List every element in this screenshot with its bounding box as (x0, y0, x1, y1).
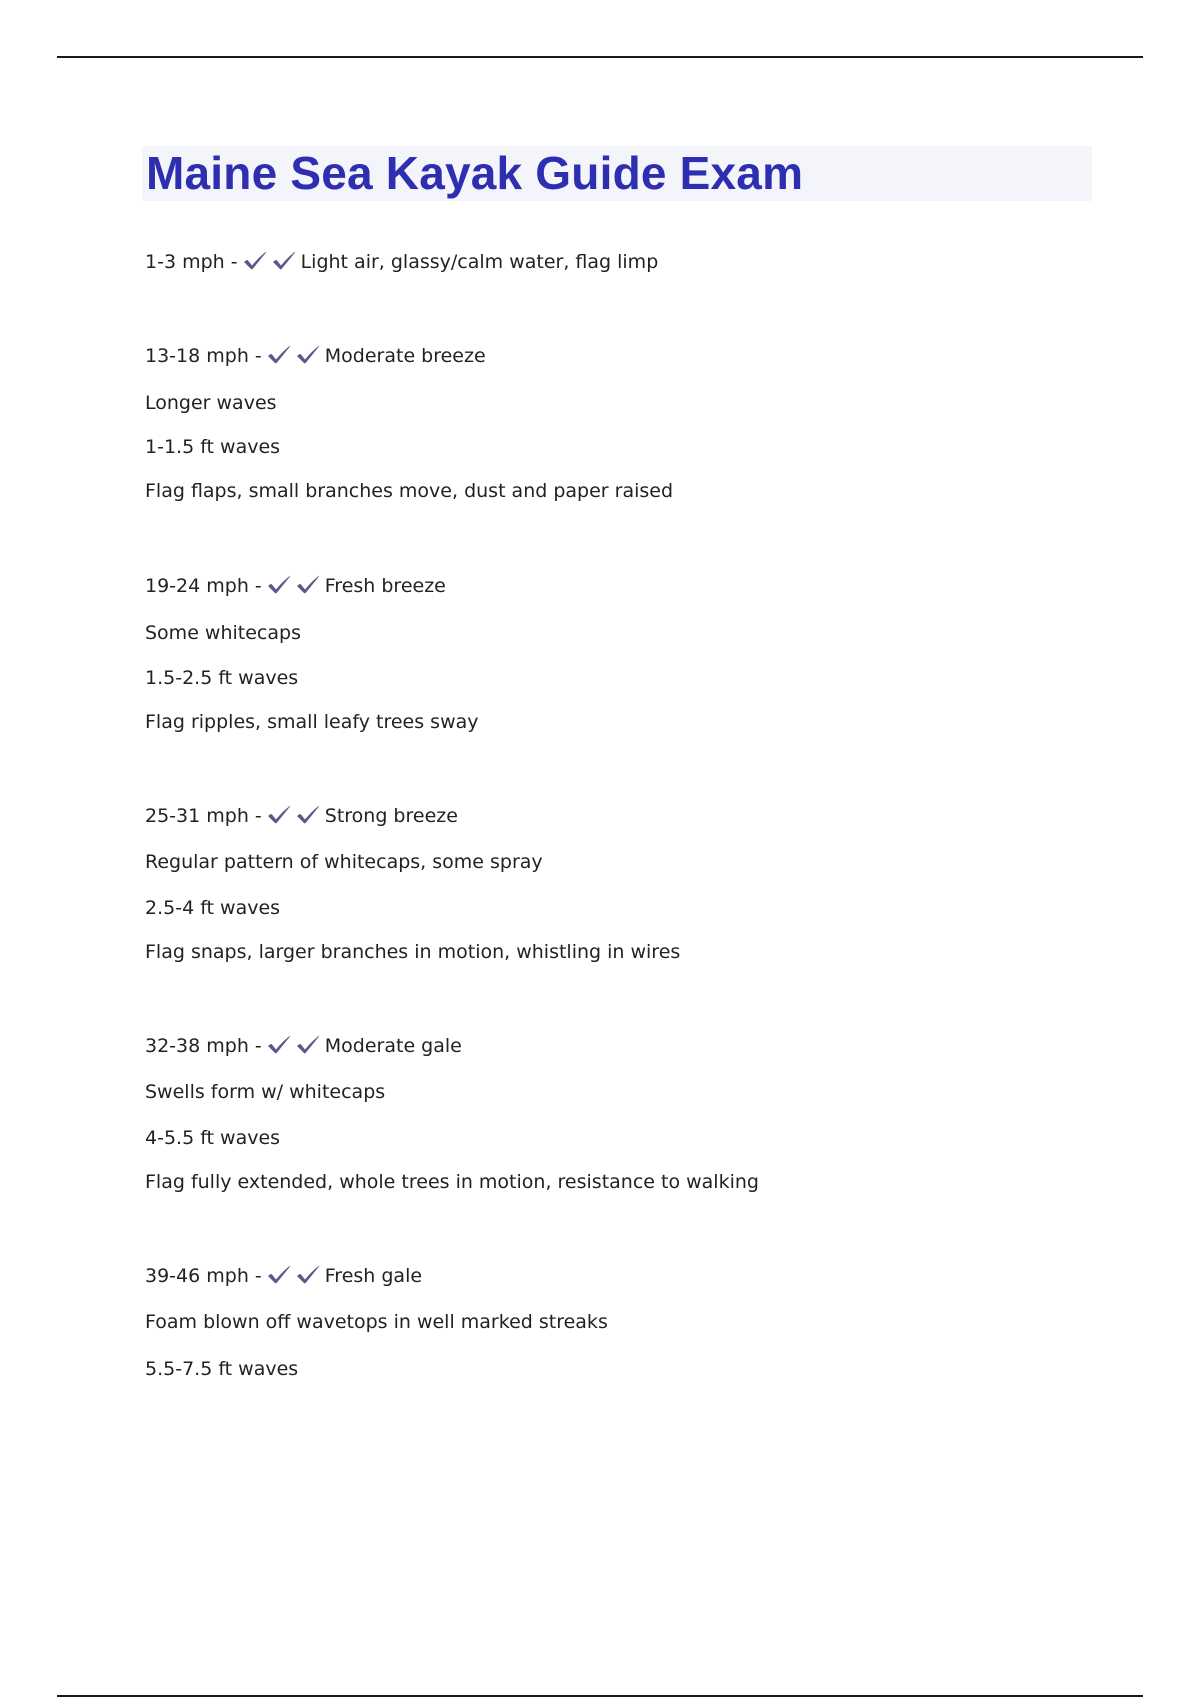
check-icon (266, 804, 292, 826)
flashcard-detail: 4-5.5 ft waves (145, 1127, 281, 1149)
flashcard-detail: Flag flaps, small branches move, dust and paper raised (145, 480, 674, 502)
check-icon (271, 250, 297, 272)
answer-marker (266, 1264, 324, 1293)
flashcard-answer: Light air, glassy/calm water, flag limp (300, 251, 659, 273)
flashcard-detail: 5.5-7.5 ft waves (145, 1358, 299, 1380)
flashcard-detail: Flag ripples, small leafy trees sway (145, 711, 479, 733)
flashcard-detail: 2.5-4 ft waves (145, 897, 281, 919)
flashcard-answer: Moderate breeze (324, 345, 486, 367)
check-icon (242, 250, 268, 272)
flashcard-term: 39-46 mph - (145, 1265, 262, 1287)
check-icon (266, 344, 292, 366)
flashcard-term: 25-31 mph - (145, 805, 262, 827)
flashcard-detail: 1.5-2.5 ft waves (145, 667, 299, 689)
flashcard-detail: Flag snaps, larger branches in motion, whistling in wires (145, 941, 681, 963)
flashcard-answer: Moderate gale (324, 1035, 462, 1057)
flashcard-detail: Longer waves (145, 392, 277, 414)
answer-marker (266, 1034, 324, 1063)
flashcard-answer: Fresh breeze (324, 575, 446, 597)
flashcard-detail: Regular pattern of whitecaps, some spray (145, 851, 543, 873)
flashcard-term-line (145, 249, 658, 279)
flashcard-term: 1-3 mph - (145, 251, 238, 273)
bottom-rule (57, 1695, 1143, 1697)
flashcard-term: 19-24 mph - (145, 575, 262, 597)
flashcard-term-line (145, 1263, 422, 1293)
flashcard-answer: Strong breeze (324, 805, 458, 827)
flashcard-term-line (145, 573, 446, 603)
check-icon (295, 1034, 321, 1056)
check-icon (266, 1034, 292, 1056)
flashcard-detail: Foam blown off wavetops in well marked streaks (145, 1311, 608, 1333)
check-icon (295, 804, 321, 826)
answer-marker (266, 574, 324, 603)
check-icon (295, 344, 321, 366)
answer-marker (266, 804, 324, 833)
flashcard-term-line (145, 1033, 462, 1063)
check-icon (266, 1264, 292, 1286)
flashcard-term-line (145, 803, 458, 833)
check-icon (295, 574, 321, 596)
flashcard-detail: Some whitecaps (145, 622, 301, 644)
flashcard-term: 13-18 mph - (145, 345, 262, 367)
page-title: Maine Sea Kayak Guide Exam (146, 147, 804, 199)
flashcard-detail: Flag fully extended, whole trees in motion, resistance to walking (145, 1171, 759, 1193)
flashcard-term-line (145, 343, 486, 373)
flashcard-answer: Fresh gale (324, 1265, 423, 1287)
answer-marker (242, 250, 300, 279)
top-rule (57, 56, 1143, 58)
answer-marker (266, 344, 324, 373)
flashcard-detail: 1-1.5 ft waves (145, 436, 281, 458)
flashcard-detail: Swells form w/ whitecaps (145, 1081, 386, 1103)
check-icon (266, 574, 292, 596)
check-icon (295, 1264, 321, 1286)
flashcard-term: 32-38 mph - (145, 1035, 262, 1057)
